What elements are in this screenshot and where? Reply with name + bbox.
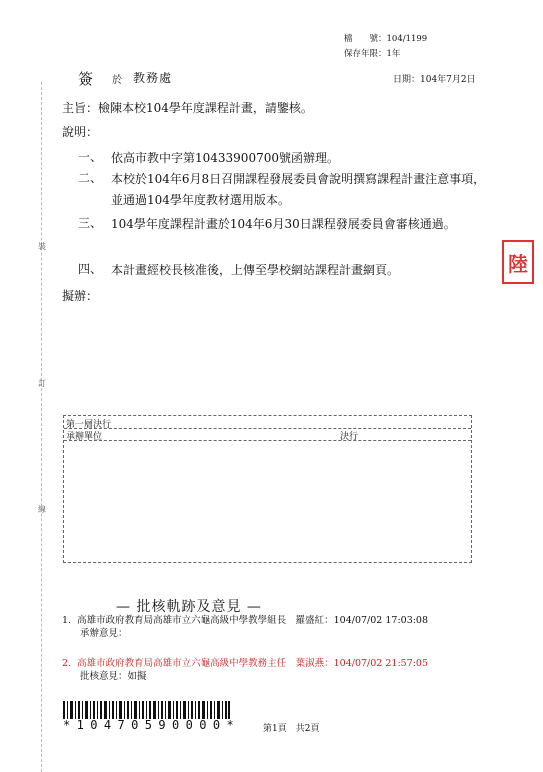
item-text: 本校於104年6月8日召開課程發展委員會說明撰寫課程計畫注意事項，並通過104學年度教材選用版本。 [111,172,486,207]
official-seal: 陸 [502,240,534,284]
binding-mark-zhuang: 裝 [38,242,46,251]
retention-period: 保存年限：1年 [344,49,401,59]
document-date: 日期：104年7月2日 [393,75,476,85]
decision-header-row [64,428,471,441]
handling-unit-header: 承辦單位 [66,432,103,442]
explanation-item-1 [78,148,498,169]
entry-note: 承辦意見： [80,628,128,639]
binding-mark-xian: 線 [38,505,46,514]
document-header [0,68,543,88]
approval-entry-1 [62,614,428,640]
approval-entry-2 [62,657,428,683]
approval-trace-title: — 批核軌跡及意見 — [116,599,262,615]
file-number: 檔 號：104/1199 [344,34,428,44]
barcode-graphic [63,701,230,719]
page-number: 第1頁 共2頁 [263,724,320,734]
item-number: 四、 [78,262,103,276]
decision-table [63,415,472,563]
sign-title: 簽 [78,70,96,88]
item-number: 二、 [78,171,103,185]
sign-to: 於 [112,75,122,86]
subject-line: 主旨：檢陳本校104學年度課程計畫，請鑒核。 [62,101,313,115]
entry-line: 高雄市政府教育局高雄市立六龜高級中學教學組長 羅盛紅：104/07/02 17:03:08 [77,615,429,626]
entry-line: 高雄市政府教育局高雄市立六龜高級中學教務主任 葉淑燕：104/07/02 21:57:05 [77,658,429,669]
item-text: 104學年度課程計畫於104年6月30日課程發展委員會審核通過。 [111,217,456,231]
entry-note: 批核意見：如擬 [80,671,147,682]
binding-mark-ding: 訂 [38,379,46,388]
item-text: 本計畫經校長核准後，上傳至學校網站課程計畫網頁。 [111,263,400,277]
explanation-heading: 說明： [62,125,99,139]
item-number: 三、 [78,216,103,230]
explanation-item-2 [78,169,498,211]
draft-heading: 擬辦： [62,289,99,303]
binding-line [41,82,42,772]
entry-number: 1. [62,615,72,626]
explanation-item-4 [78,260,498,281]
item-text: 依高市教中字第10433900700號函辦理。 [111,151,339,165]
decision-header: 決行 [340,432,359,442]
item-number: 一、 [78,150,103,164]
barcode-number: *10470590000* [63,718,241,732]
department: 教務處 [133,71,173,85]
decision-level: 第一層決行 [66,420,112,430]
entry-number: 2. [62,658,72,669]
explanation-item-3 [78,214,498,256]
